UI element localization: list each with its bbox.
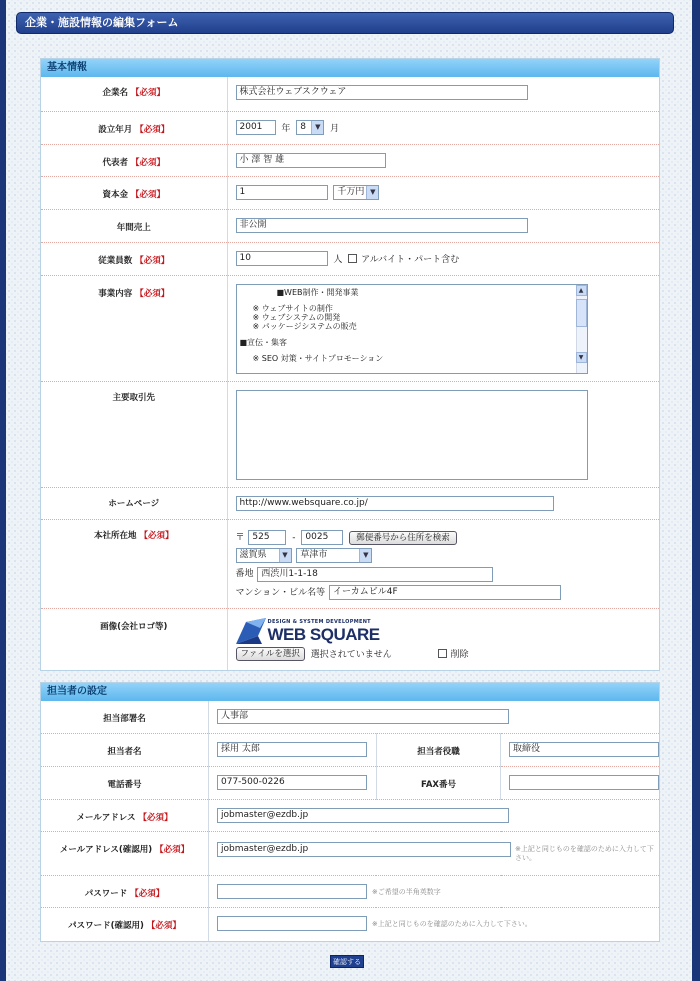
password-note: ※ご希望の半角英数字 bbox=[371, 887, 441, 896]
required-mark: 【必須】 bbox=[135, 288, 170, 299]
required-mark: 【必須】 bbox=[135, 124, 170, 135]
row-sales bbox=[41, 209, 659, 242]
row-department bbox=[41, 701, 659, 733]
capital-unit-value: 千万円 bbox=[337, 186, 365, 197]
required-mark: 【必須】 bbox=[131, 88, 166, 98]
business-line: ※ ウェブシステムの開発 bbox=[252, 312, 341, 322]
prefecture-select[interactable] bbox=[236, 548, 292, 563]
business-line: ※ パッケージシステムの販売 bbox=[252, 321, 357, 331]
password-label: パスワード bbox=[84, 888, 128, 899]
contact-section bbox=[40, 682, 660, 942]
street-input[interactable]: 西渋川1-1-18 bbox=[257, 567, 493, 582]
company-logo bbox=[236, 617, 386, 645]
required-mark: 【必須】 bbox=[146, 920, 181, 931]
city-value: 草津市 bbox=[300, 550, 328, 560]
zip-search-button[interactable]: 郵便番号から住所を検索 bbox=[349, 531, 457, 545]
building-label: マンション・ビル名等 bbox=[235, 587, 326, 598]
business-line: ■WEB制作・開発事業 bbox=[276, 287, 359, 297]
year-unit: 年 bbox=[281, 123, 291, 134]
row-email-confirm bbox=[41, 831, 659, 875]
zip-dash: - bbox=[292, 532, 296, 543]
chevron-down-icon: ▼ bbox=[279, 549, 291, 562]
email-confirm-label: メールアドレス(確認用) bbox=[59, 844, 153, 855]
month-unit: 月 bbox=[330, 123, 340, 134]
basic-info-section bbox=[40, 58, 660, 671]
row-password-confirm bbox=[41, 907, 659, 941]
textarea-scrollbar[interactable] bbox=[576, 285, 587, 373]
password-confirm-note: ※上記と同じものを確認のために入力して下さい。 bbox=[371, 919, 532, 928]
logo-mark-icon bbox=[236, 618, 266, 644]
required-mark: 【必須】 bbox=[139, 530, 174, 541]
image-label: 画像(会社ロゴ等) bbox=[100, 621, 168, 632]
employees-unit: 人 bbox=[333, 254, 343, 265]
confirm-button[interactable]: 確認する bbox=[330, 955, 364, 968]
phone-input[interactable]: 077-500-0226 bbox=[217, 775, 367, 790]
scroll-down-icon[interactable]: ▼ bbox=[576, 352, 587, 363]
required-mark: 【必須】 bbox=[130, 888, 165, 899]
required-mark: 【必須】 bbox=[135, 255, 170, 266]
file-select-button[interactable]: ファイルを選択 bbox=[236, 647, 305, 661]
page-title: 企業・施設情報の編集フォーム bbox=[16, 12, 674, 34]
required-mark: 【必須】 bbox=[131, 189, 166, 200]
business-line: ※ SEO 対策・サイトプロモーション bbox=[252, 353, 384, 363]
chevron-down-icon: ▼ bbox=[359, 549, 371, 562]
row-password bbox=[41, 875, 659, 907]
phone-label: 電話番号 bbox=[107, 779, 142, 790]
contact-header: 担当者の設定 bbox=[41, 683, 659, 701]
position-input[interactable]: 取締役 bbox=[509, 742, 659, 757]
person-input[interactable]: 採用 太郎 bbox=[217, 742, 367, 757]
employees-input[interactable]: 10 bbox=[236, 251, 328, 266]
scroll-thumb[interactable] bbox=[576, 299, 587, 327]
founded-year-input[interactable]: 2001 bbox=[236, 120, 276, 135]
required-mark: 【必須】 bbox=[131, 157, 166, 168]
chevron-down-icon: ▼ bbox=[311, 121, 323, 134]
homepage-input[interactable]: http://www.websquare.co.jp/ bbox=[236, 496, 554, 511]
required-mark: 【必須】 bbox=[155, 844, 190, 855]
capital-label: 資本金 bbox=[102, 189, 128, 200]
representative-label: 代表者 bbox=[102, 157, 128, 168]
row-employees bbox=[41, 242, 659, 275]
email-confirm-input[interactable]: jobmaster@ezdb.jp bbox=[217, 842, 511, 857]
homepage-label: ホームページ bbox=[108, 498, 160, 509]
row-company-name bbox=[41, 77, 659, 111]
password-confirm-label: パスワード(確認用) bbox=[68, 920, 144, 931]
row-homepage bbox=[41, 487, 659, 519]
founded-month-select[interactable] bbox=[296, 120, 324, 135]
prefecture-value: 滋賀県 bbox=[239, 550, 267, 560]
row-image bbox=[41, 608, 659, 670]
row-founded bbox=[41, 111, 659, 144]
password-input[interactable] bbox=[217, 884, 367, 899]
basic-info-table bbox=[41, 77, 659, 670]
city-select[interactable] bbox=[296, 548, 372, 563]
clients-label: 主要取引先 bbox=[112, 392, 155, 403]
part-time-label: アルバイト・パート含む bbox=[361, 254, 460, 265]
postal-mark: 〒 bbox=[235, 532, 245, 543]
row-phone bbox=[41, 766, 659, 799]
email-input[interactable]: jobmaster@ezdb.jp bbox=[217, 808, 509, 823]
position-label: 担当者役職 bbox=[417, 746, 460, 757]
street-label: 番地 bbox=[235, 569, 254, 579]
password-confirm-input[interactable] bbox=[217, 916, 367, 931]
department-input[interactable]: 人事部 bbox=[217, 709, 509, 724]
fax-label: FAX番号 bbox=[421, 779, 456, 790]
row-clients bbox=[41, 381, 659, 487]
sales-label: 年間売上 bbox=[116, 222, 151, 233]
row-capital bbox=[41, 176, 659, 209]
row-business bbox=[41, 275, 659, 381]
part-time-checkbox[interactable] bbox=[348, 254, 357, 263]
email-label: メールアドレス bbox=[76, 812, 136, 823]
sales-input[interactable]: 非公開 bbox=[236, 218, 528, 233]
zip1-input[interactable]: 525 bbox=[248, 530, 286, 545]
building-input[interactable]: イーカムビル4F bbox=[329, 585, 561, 600]
row-address bbox=[41, 519, 659, 608]
zip2-input[interactable]: 0025 bbox=[301, 530, 343, 545]
delete-checkbox[interactable] bbox=[438, 649, 447, 658]
company-name-input[interactable]: 株式会社ウェブスクウェア bbox=[236, 85, 528, 100]
logo-tagline: DESIGN & SYSTEM DEVELOPMENT bbox=[267, 618, 371, 625]
founded-label: 設立年月 bbox=[98, 124, 133, 135]
fax-input[interactable] bbox=[509, 775, 659, 790]
address-label: 本社所在地 bbox=[93, 530, 137, 541]
business-label: 事業内容 bbox=[98, 288, 133, 299]
chevron-down-icon: ▼ bbox=[366, 186, 378, 199]
business-line: ※ ウェブサイトの制作 bbox=[252, 303, 333, 313]
employees-label: 従業員数 bbox=[98, 255, 133, 266]
founded-month-value: 8 bbox=[300, 121, 306, 132]
file-status: 選択されていません bbox=[310, 650, 392, 660]
delete-label: 削除 bbox=[450, 650, 469, 660]
clients-textarea[interactable] bbox=[236, 390, 588, 480]
contact-table bbox=[41, 701, 659, 941]
representative-input[interactable]: 小 澤 智 雄 bbox=[236, 153, 386, 168]
person-label: 担当者名 bbox=[107, 746, 142, 757]
email-confirm-note: ※上記と同じものを確認のために入力して下さい。 bbox=[515, 844, 654, 862]
row-person bbox=[41, 733, 659, 766]
logo-wordmark: WEB SQUARE bbox=[267, 624, 380, 644]
capital-unit-select[interactable] bbox=[333, 185, 379, 200]
capital-input[interactable]: 1 bbox=[236, 185, 328, 200]
business-textarea[interactable] bbox=[236, 284, 588, 374]
company-name-label: 企業名 bbox=[102, 88, 128, 98]
scroll-up-icon[interactable]: ▲ bbox=[576, 285, 587, 296]
row-email bbox=[41, 799, 659, 831]
department-label: 担当部署名 bbox=[103, 714, 146, 724]
required-mark: 【必須】 bbox=[138, 812, 173, 823]
row-representative bbox=[41, 144, 659, 176]
basic-info-header: 基本情報 bbox=[41, 59, 659, 77]
business-line: ■宣伝・集客 bbox=[239, 337, 288, 347]
